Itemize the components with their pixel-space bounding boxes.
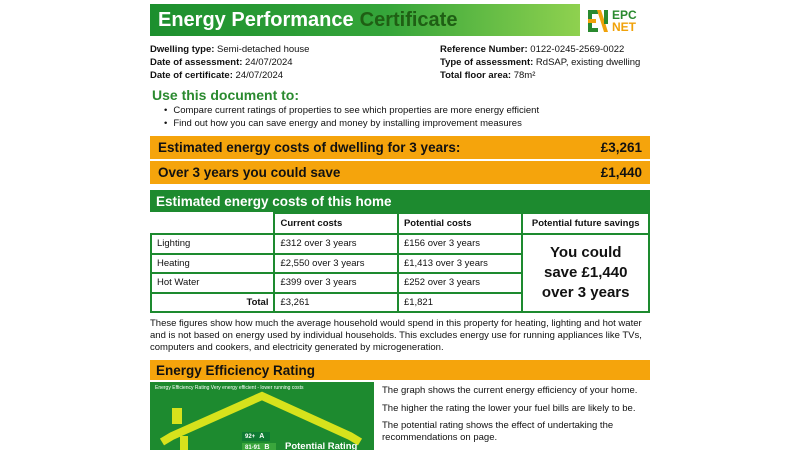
total-potential: £1,821: [398, 293, 523, 313]
epc-document: [150, 0, 650, 450]
band-b: [242, 443, 276, 450]
col-potential-costs: Potential costs: [398, 213, 523, 234]
col-future-savings: Potential future savings: [522, 213, 649, 234]
title-part1: Energy Performance: [158, 8, 354, 31]
detail-label: Reference Number:: [440, 44, 528, 55]
logo-line2: NET: [612, 20, 636, 34]
detail-date-assessment: [150, 56, 309, 69]
table-corner: [151, 213, 274, 234]
detail-value: 24/07/2024: [235, 70, 284, 81]
row-current: £312 over 3 years: [274, 234, 397, 254]
epc-net-logo: [587, 6, 647, 36]
future-savings-line: You could: [550, 244, 622, 262]
detail-value: Semi-detached house: [217, 44, 310, 55]
detail-label: Type of assessment:: [440, 57, 534, 68]
future-savings-cell: [522, 234, 649, 312]
details-left: [150, 43, 309, 82]
estimated-costs-value: £3,261: [600, 140, 642, 155]
row-potential: £1,413 over 3 years: [398, 254, 523, 274]
use-bullets: [164, 105, 539, 130]
row-potential: £156 over 3 years: [398, 234, 523, 254]
logo-mark-icon: [587, 8, 609, 34]
efficiency-paragraph: The potential rating shows the effect of undertaking the recommendations on page.: [382, 420, 614, 443]
graphic-caption: Energy Efficiency Rating Very energy efficient - lower running costs: [155, 385, 304, 391]
total-label: Total: [151, 293, 274, 313]
detail-value: 24/07/2024: [245, 57, 293, 68]
row-current: £399 over 3 years: [274, 273, 397, 293]
row-name: Lighting: [151, 234, 274, 254]
costs-table: [150, 212, 650, 313]
detail-label: Total floor area:: [440, 70, 512, 81]
detail-value: 78m²: [513, 70, 536, 81]
efficiency-heading: Energy Efficiency Rating: [150, 360, 650, 380]
future-savings-line: over 3 years: [541, 284, 630, 302]
row-potential: £252 over 3 years: [398, 273, 523, 293]
band-range: 92+: [245, 433, 256, 440]
total-current: £3,261: [274, 293, 397, 313]
costs-explanation: These figures show how much the average household would spend in this property for heating, lighting and hot water and is not based on energy used by individual households. This excludes energy use for running appliances like TVs, computers and cookers, and electricity generated by microgeneration.: [150, 318, 642, 354]
list-item: • Compare current ratings of properties to see which properties are more energy efficient: [164, 105, 539, 118]
detail-label: Date of assessment:: [150, 57, 243, 68]
details-right: [440, 43, 640, 82]
detail-reference-number: [440, 43, 640, 56]
col-current-costs: Current costs: [274, 213, 397, 234]
detail-value: 0122-0245-2569-0022: [530, 44, 625, 55]
efficiency-paragraph: The graph shows the current energy efficiency of your home.: [382, 385, 638, 396]
detail-label: Date of certificate:: [150, 70, 233, 81]
row-name: Heating: [151, 254, 274, 274]
detail-value: RdSAP, existing dwelling: [535, 57, 641, 68]
efficiency-description: [382, 385, 650, 449]
row-name: Hot Water: [151, 273, 274, 293]
detail-assessment-type: [440, 56, 640, 69]
detail-floor-area: [440, 69, 640, 82]
use-heading: Use this document to:: [152, 87, 300, 103]
title-banner: [150, 4, 580, 36]
logo-text: [612, 9, 637, 33]
efficiency-paragraph: The higher the rating the lower your fuel bills are likely to be.: [382, 402, 636, 414]
detail-date-certificate: [150, 69, 309, 82]
band-a: [242, 432, 270, 441]
detail-dwelling-type: [150, 43, 309, 56]
detail-label: Dwelling type:: [150, 44, 215, 55]
estimated-costs-bar: [150, 136, 650, 159]
potential-rating-label: Potential Rating: [285, 441, 358, 450]
efficiency-rating-graphic: [150, 382, 374, 450]
savings-bar: [150, 161, 650, 184]
logo-line1: EPC: [612, 8, 637, 22]
title-part2: Certificate: [359, 8, 458, 31]
band-letter: B: [264, 444, 270, 450]
savings-label: Over 3 years you could save: [158, 165, 341, 180]
savings-value: £1,440: [600, 165, 642, 180]
band-letter: A: [259, 433, 265, 440]
table-header-row: [151, 213, 649, 234]
list-item: • Find out how you can save energy and money by installing improvement measures: [164, 118, 539, 131]
estimated-costs-label: Estimated energy costs of dwelling for 3 years:: [158, 140, 461, 155]
row-current: £2,550 over 3 years: [274, 254, 397, 274]
table-row: [151, 234, 649, 254]
band-range: 81-91: [245, 444, 261, 450]
costs-table-heading: Estimated energy costs of this home: [150, 190, 650, 212]
future-savings-line: save £1,440: [544, 264, 628, 282]
